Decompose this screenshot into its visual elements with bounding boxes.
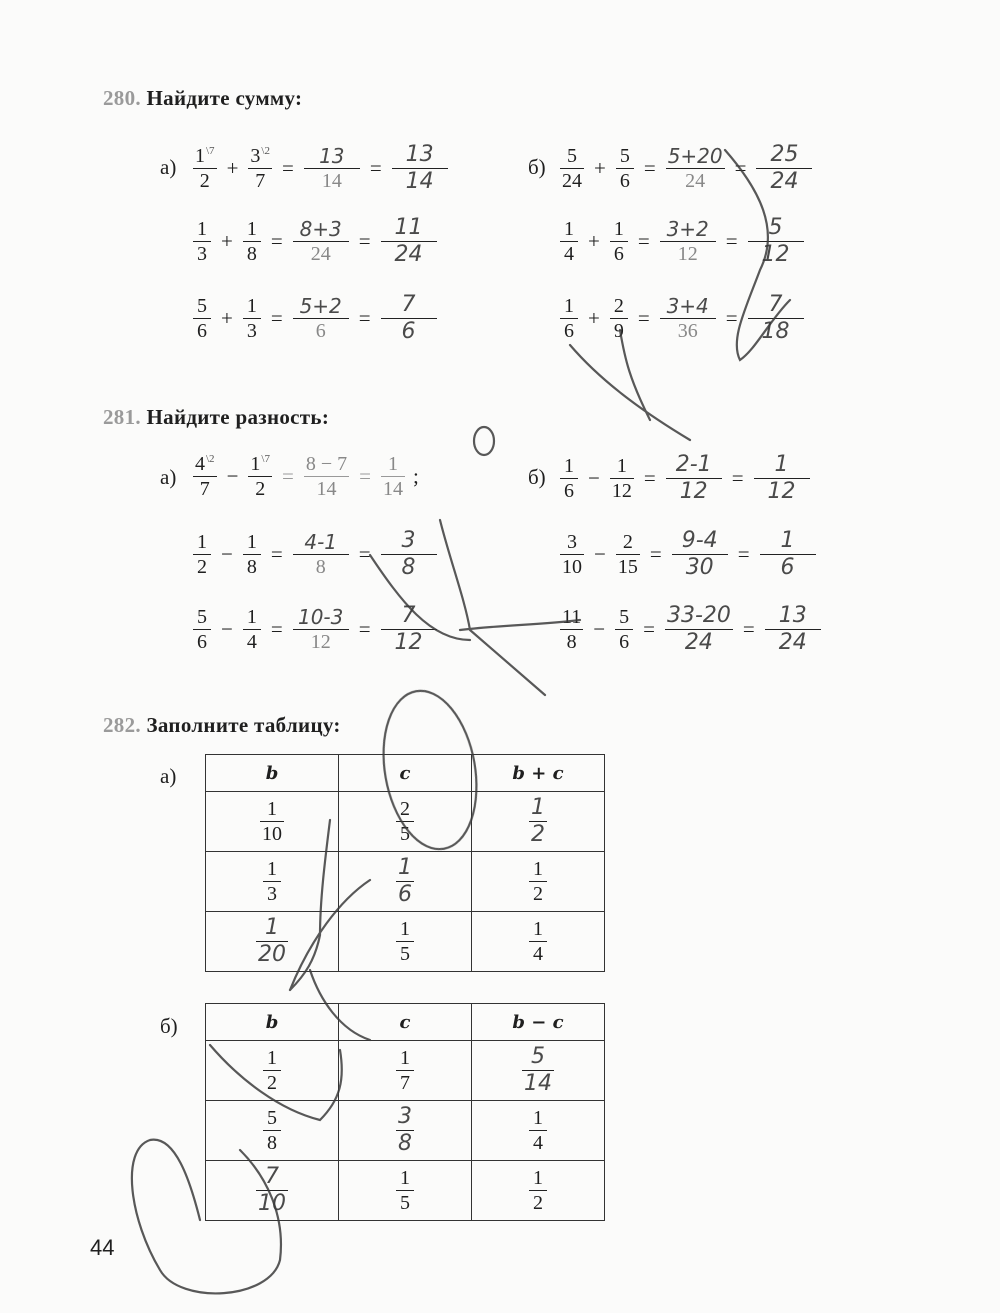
fraction: $\frac{5}{24}$ [562,145,582,193]
ex281-b-row-1: $\frac{1}{6}$ − $\frac{1}{12}$ = $\frac{2-1}{12}$ = $\frac{1}{12}$ [560,452,810,505]
column-header: b [206,1004,339,1041]
exercise-title: Заполните таблицу: [146,713,341,737]
fraction: $\frac{3}{10}$ [562,531,582,579]
table-row [206,852,605,912]
answer-fraction: $\frac{2-1}{12}$ [666,452,722,505]
table-row [206,1041,605,1101]
table-cell: $\frac{5}{8}$ [206,1101,339,1161]
fraction: $\frac{1}{4}$ [560,217,578,266]
answer-fraction: $\frac{7}{12}$ [381,603,437,656]
table-cell: $\frac{1}{5}$ [339,912,472,972]
fraction: $\frac{11}{8}$ [562,606,582,654]
fraction: $\frac{1}{8}$ [243,530,261,579]
table-cell: $\frac{7}{10}$ [206,1161,339,1221]
table-cell: $\frac{1}{6}$ [339,852,472,912]
ex280-b-row-3: $\frac{1}{6}$ + $\frac{2}{9}$ = $\frac{3+4}{36}$ = $\frac{7}{18}$ [560,292,804,345]
answer-fraction: $\frac{1}{12}$ [754,452,810,505]
fraction: $\frac{3^{\backslash 2}}{7}$ [250,145,270,193]
ex280-a-row-3: $\frac{5}{6}$ + $\frac{1}{3}$ = $\frac{5+2}{6}$ = $\frac{7}{6}$ [193,292,437,345]
ex280-b-row-1: $\frac{5}{24}$ + $\frac{5}{6}$ = $\frac{5+20}{24}$ = $\frac{25}{24}$ [560,142,812,195]
fraction: $\frac{5}{6}$ [193,605,211,654]
answer-fraction: $\frac{5+20}{24}$ [667,144,723,193]
page-number: 44 [90,1235,115,1260]
table-cell: $\frac{1}{4}$ [472,1101,605,1161]
answer-fraction: $\frac{13}{14}$ [304,144,360,193]
part-b-label: б) [528,155,546,179]
table-a [205,754,605,972]
fraction: $\frac{5}{6}$ [615,605,633,654]
ex280-a-row-1: $\frac{1^{\backslash 7}}{2}$ + $\frac{3^{\backslash 2}}{7}$ = $\frac{13}{14}$ = $\frac{13}{14}$ [193,142,448,195]
column-header: c [339,1004,472,1041]
fraction: $\frac{1}{2}$ [193,530,211,579]
ex280-a-row-2: $\frac{1}{3}$ + $\frac{1}{8}$ = $\frac{8+3}{24}$ = $\frac{11}{24}$ [193,215,437,268]
answer-fraction: $\frac{13}{24}$ [765,603,821,656]
part-b-label: б) [528,465,546,489]
part-a-label: а) [160,764,177,788]
ex281-a-row-3: $\frac{5}{6}$ − $\frac{1}{4}$ = $\frac{10-3}{12}$ = $\frac{7}{12}$ [193,603,437,656]
table-row [206,1101,605,1161]
exercise-number: 280. [103,86,141,110]
fraction: $\frac{1}{3}$ [243,294,261,343]
answer-fraction: $\frac{7}{18}$ [748,292,804,345]
exercise-281-heading [103,405,329,430]
fraction: $\frac{1^{\backslash 7}}{2}$ [195,145,215,193]
answer-fraction: $\frac{8+3}{24}$ [293,217,349,266]
answer-fraction: $\frac{4-1}{8}$ [293,530,349,579]
fraction: $\frac{4^{\backslash 2}}{7}$ [195,453,215,501]
table-header-row [206,1004,605,1041]
answer-fraction: $\frac{5}{12}$ [748,215,804,268]
answer-fraction: $\frac{11}{24}$ [381,215,437,268]
fraction: $\frac{5}{6}$ [616,144,634,193]
answer-fraction: $\frac{3}{8}$ [381,528,437,581]
table-cell: $\frac{2}{5}$ [339,792,472,852]
table-cell: $\frac{1}{20}$ [206,912,339,972]
answer-fraction: $\frac{1}{14}$ [382,453,403,501]
exercise-number: 281. [103,405,141,429]
ex280-b-row-2: $\frac{1}{4}$ + $\frac{1}{6}$ = $\frac{3+2}{12}$ = $\frac{5}{12}$ [560,215,804,268]
answer-fraction: $\frac{8 - 7}{14}$ [305,453,348,501]
table-row [206,912,605,972]
answer-fraction: $\frac{9-4}{30}$ [672,528,728,581]
ex281-b-row-2: $\frac{3}{10}$ − $\frac{2}{15}$ = $\frac{9-4}{30}$ = $\frac{1}{6}$ [560,528,816,581]
fraction: $\frac{2}{15}$ [617,531,638,579]
fraction: $\frac{1^{\backslash 7}}{2}$ [250,453,270,501]
part-b-label: б) [160,1014,178,1038]
exercise-number: 282. [103,713,141,737]
answer-fraction: $\frac{5+2}{6}$ [293,294,349,343]
column-header: b − c [472,1004,605,1041]
fraction: $\frac{5}{6}$ [193,294,211,343]
table-cell: $\frac{1}{2}$ [206,1041,339,1101]
table-row [206,1161,605,1221]
fraction: $\frac{1}{12}$ [611,455,632,503]
table-cell: $\frac{1}{10}$ [206,792,339,852]
table-b [205,1003,605,1221]
exercise-282-heading [103,713,341,738]
table-header-row [206,755,605,792]
fraction: $\frac{1}{8}$ [243,217,261,266]
part-a-label: а) [160,155,177,179]
table-cell: $\frac{1}{7}$ [339,1041,472,1101]
answer-fraction: $\frac{13}{14}$ [392,142,448,195]
answer-fraction: $\frac{3+2}{12}$ [660,217,716,266]
exercise-280-heading [103,86,302,111]
part-a-label: а) [160,465,177,489]
fraction: $\frac{1}{6}$ [560,454,578,503]
ex281-b-row-3: $\frac{11}{8}$ − $\frac{5}{6}$ = $\frac{33-20}{24}$ = $\frac{13}{24}$ [560,603,821,656]
table-cell: $\frac{1}{4}$ [472,912,605,972]
table-cell: $\frac{3}{8}$ [339,1101,472,1161]
answer-fraction: $\frac{1}{6}$ [760,528,816,581]
ex281-a-row-1: $\frac{4^{\backslash 2}}{7}$ − $\frac{1^{\backslash 7}}{2}$ = $\frac{8 - 7}{14}$ = $\frac{1}{14}$ ; [195,453,419,501]
exercise-title: Найдите сумму: [146,86,303,110]
column-header: b [206,755,339,792]
fraction: $\frac{1}{6}$ [560,294,578,343]
table-cell: $\frac{1}{2}$ [472,792,605,852]
table-cell: $\frac{1}{3}$ [206,852,339,912]
table-cell: $\frac{5}{14}$ [472,1041,605,1101]
ex281-a-row-2: $\frac{1}{2}$ − $\frac{1}{8}$ = $\frac{4-1}{8}$ = $\frac{3}{8}$ [193,528,437,581]
table-cell: $\frac{1}{2}$ [472,852,605,912]
table-cell: $\frac{1}{2}$ [472,1161,605,1221]
fraction: $\frac{1}{4}$ [243,605,261,654]
column-header: b + c [472,755,605,792]
fraction: $\frac{1}{6}$ [610,217,628,266]
exercise-title: Найдите разность: [146,405,330,429]
column-header: c [339,755,472,792]
table-row [206,792,605,852]
fraction: $\frac{2}{9}$ [610,294,628,343]
answer-fraction: $\frac{33-20}{24}$ [666,603,731,656]
answer-fraction: $\frac{7}{6}$ [381,292,437,345]
answer-fraction: $\frac{25}{24}$ [756,142,812,195]
fraction: $\frac{1}{3}$ [193,217,211,266]
answer-fraction: $\frac{10-3}{12}$ [293,605,349,654]
table-cell: $\frac{1}{5}$ [339,1161,472,1221]
answer-fraction: $\frac{3+4}{36}$ [660,294,716,343]
